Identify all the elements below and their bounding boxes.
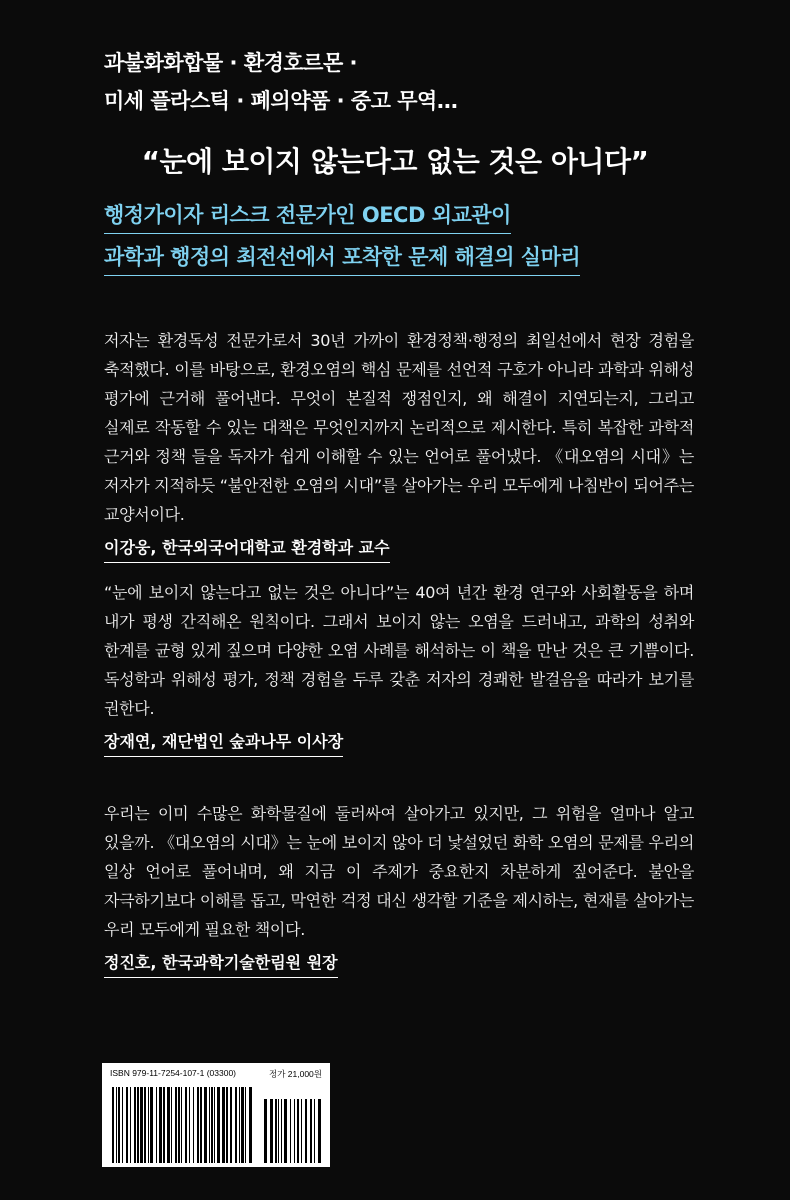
barcode-bar [217, 1087, 220, 1163]
review-author: 이강웅, 한국외국어대학교 환경학과 교수 [104, 535, 390, 563]
barcode-addon-bar [314, 1099, 315, 1163]
barcode-bar [181, 1087, 182, 1163]
barcode-addon-bar [270, 1099, 273, 1163]
isbn-number: ISBN 979-11-7254-107-1 (03300) [110, 1068, 237, 1078]
barcode-bar [226, 1087, 228, 1163]
barcode-addon-bar [294, 1099, 295, 1163]
subheadline-line-1: 행정가이자 리스크 전문가인 OECD 외교관이 [104, 200, 511, 234]
tagline-line-2: 미세 플라스틱 · 폐의약품 · 중고 무역… [104, 89, 458, 113]
barcode-addon-bar [275, 1099, 277, 1163]
barcode-bar [239, 1087, 240, 1163]
subheadline-line-2: 과학과 행정의 최전선에서 포착한 문제 해결의 실마리 [104, 242, 580, 276]
barcode-bar [167, 1087, 170, 1163]
barcode-bar [249, 1087, 252, 1163]
barcode-bar [130, 1087, 131, 1163]
barcode-bar [175, 1087, 177, 1163]
barcode-bar [118, 1087, 120, 1163]
barcode-addon-bar [281, 1099, 282, 1163]
barcode-bars [102, 1085, 330, 1167]
barcode-bar [241, 1087, 244, 1163]
barcode-bar [200, 1087, 202, 1163]
barcode-bar [189, 1087, 190, 1163]
barcode-addon-bar [290, 1099, 291, 1163]
barcode-bar [134, 1087, 136, 1163]
headline-quote: “눈에 보이지 않는다고 없는 것은 아니다” [141, 145, 649, 178]
barcode-addon-bar [318, 1099, 321, 1163]
review-text: “눈에 보이지 않는다고 없는 것은 아니다”는 40여 년간 환경 연구와 사회활동을 하며 내가 평생 간직해온 원칙이다. 그래서 보이지 않는 오염을 드러내고, 과학의 성취와 한계를 균형 있게 짚으며 다양한 오염 사례를 해석하는 이 책을 만난 것은 큰 기쁨이다. 독성학과 위해성 평가, 정책 경험을 두루 갖춘 저자의 경쾌한 발걸음을 따라가 보기를 권한다. [104, 583, 694, 718]
barcode-bar [178, 1087, 180, 1163]
tagline [104, 44, 704, 120]
barcode-addon-bar [264, 1099, 267, 1163]
barcode-bar [150, 1087, 153, 1163]
barcode-bar [235, 1087, 237, 1163]
barcode-bar [112, 1087, 114, 1163]
barcode-bar [163, 1087, 165, 1163]
review-3 [104, 799, 694, 978]
barcode-bar [156, 1087, 157, 1163]
barcode-bar [159, 1087, 162, 1163]
barcode-bar [185, 1087, 187, 1163]
review-1 [104, 326, 694, 563]
barcode-bar [245, 1087, 246, 1163]
barcode-bar [122, 1087, 123, 1163]
tagline-line-1: 과불화화합물 · 환경호르몬 · [104, 51, 358, 75]
review-text: 우리는 이미 수많은 화학물질에 둘러싸여 살아가고 있지만, 그 위험을 얼마나 알고 있을까. 《대오염의 시대》는 눈에 보이지 않아 더 낯설었던 화학 오염의 문제를 우리의 일상 언어로 풀어내며, 왜 지금 이 주제가 중요한지 차분하게 짚어준다. 불안을 자극하기보다 이해를 돕고, 막연한 걱정 대신 생각할 기준을 제시하는, 현재를 살아가는 우리 모두에게 필요한 책이다. [104, 804, 694, 939]
barcode-bar [137, 1087, 139, 1163]
barcode-addon-bar [301, 1099, 302, 1163]
barcode-bar [193, 1087, 194, 1163]
barcode-bar [222, 1087, 225, 1163]
barcode-bar [144, 1087, 146, 1163]
barcode-bar [211, 1087, 213, 1163]
barcode-bar [148, 1087, 149, 1163]
subheadline [104, 200, 580, 284]
review-author: 장재연, 재단법인 숲과나무 이사장 [104, 729, 343, 757]
barcode-bar [214, 1087, 215, 1163]
review-text: 저자는 환경독성 전문가로서 30년 가까이 환경정책·행정의 최일선에서 현장 경험을 축적했다. 이를 바탕으로, 환경오염의 핵심 문제를 선언적 구호가 아니라 과학과 위해성 평가에 근거해 풀어낸다. 무엇이 본질적 쟁점인지, 왜 해결이 지연되는지, 그리고 실제로 작동할 수 있는 대책은 무엇인지까지 논리적으로 제시한다. 특히 복잡한 과학적 근거와 정책 들을 독자가 쉽게 이해할 수 있는 언어로 풀어냈다. 《대오염의 시대》는 저자가 지적하듯 “불안전한 오염의 시대”를 살아가는 우리 모두에게 나침반이 되어주는 교양서이다. [104, 331, 694, 524]
barcode-bar [116, 1087, 117, 1163]
price-label: 정가 21,000원 [269, 1069, 322, 1079]
isbn-row [110, 1068, 322, 1078]
barcode-addon-bar [310, 1099, 312, 1163]
barcode-addon-bar [297, 1099, 299, 1163]
barcode-bar [140, 1087, 143, 1163]
barcode-bar [171, 1087, 172, 1163]
barcode-addon-bar [278, 1099, 279, 1163]
review-author: 정진호, 한국과학기술한림원 원장 [104, 950, 338, 978]
barcode-addon-bar [305, 1099, 307, 1163]
isbn-barcode [102, 1063, 330, 1167]
barcode-addon-bar [284, 1099, 287, 1163]
review-2 [104, 578, 694, 757]
barcode-bar [126, 1087, 128, 1163]
barcode-bar [197, 1087, 199, 1163]
barcode-bar [204, 1087, 207, 1163]
barcode-bar [230, 1087, 232, 1163]
barcode-bar [209, 1087, 210, 1163]
